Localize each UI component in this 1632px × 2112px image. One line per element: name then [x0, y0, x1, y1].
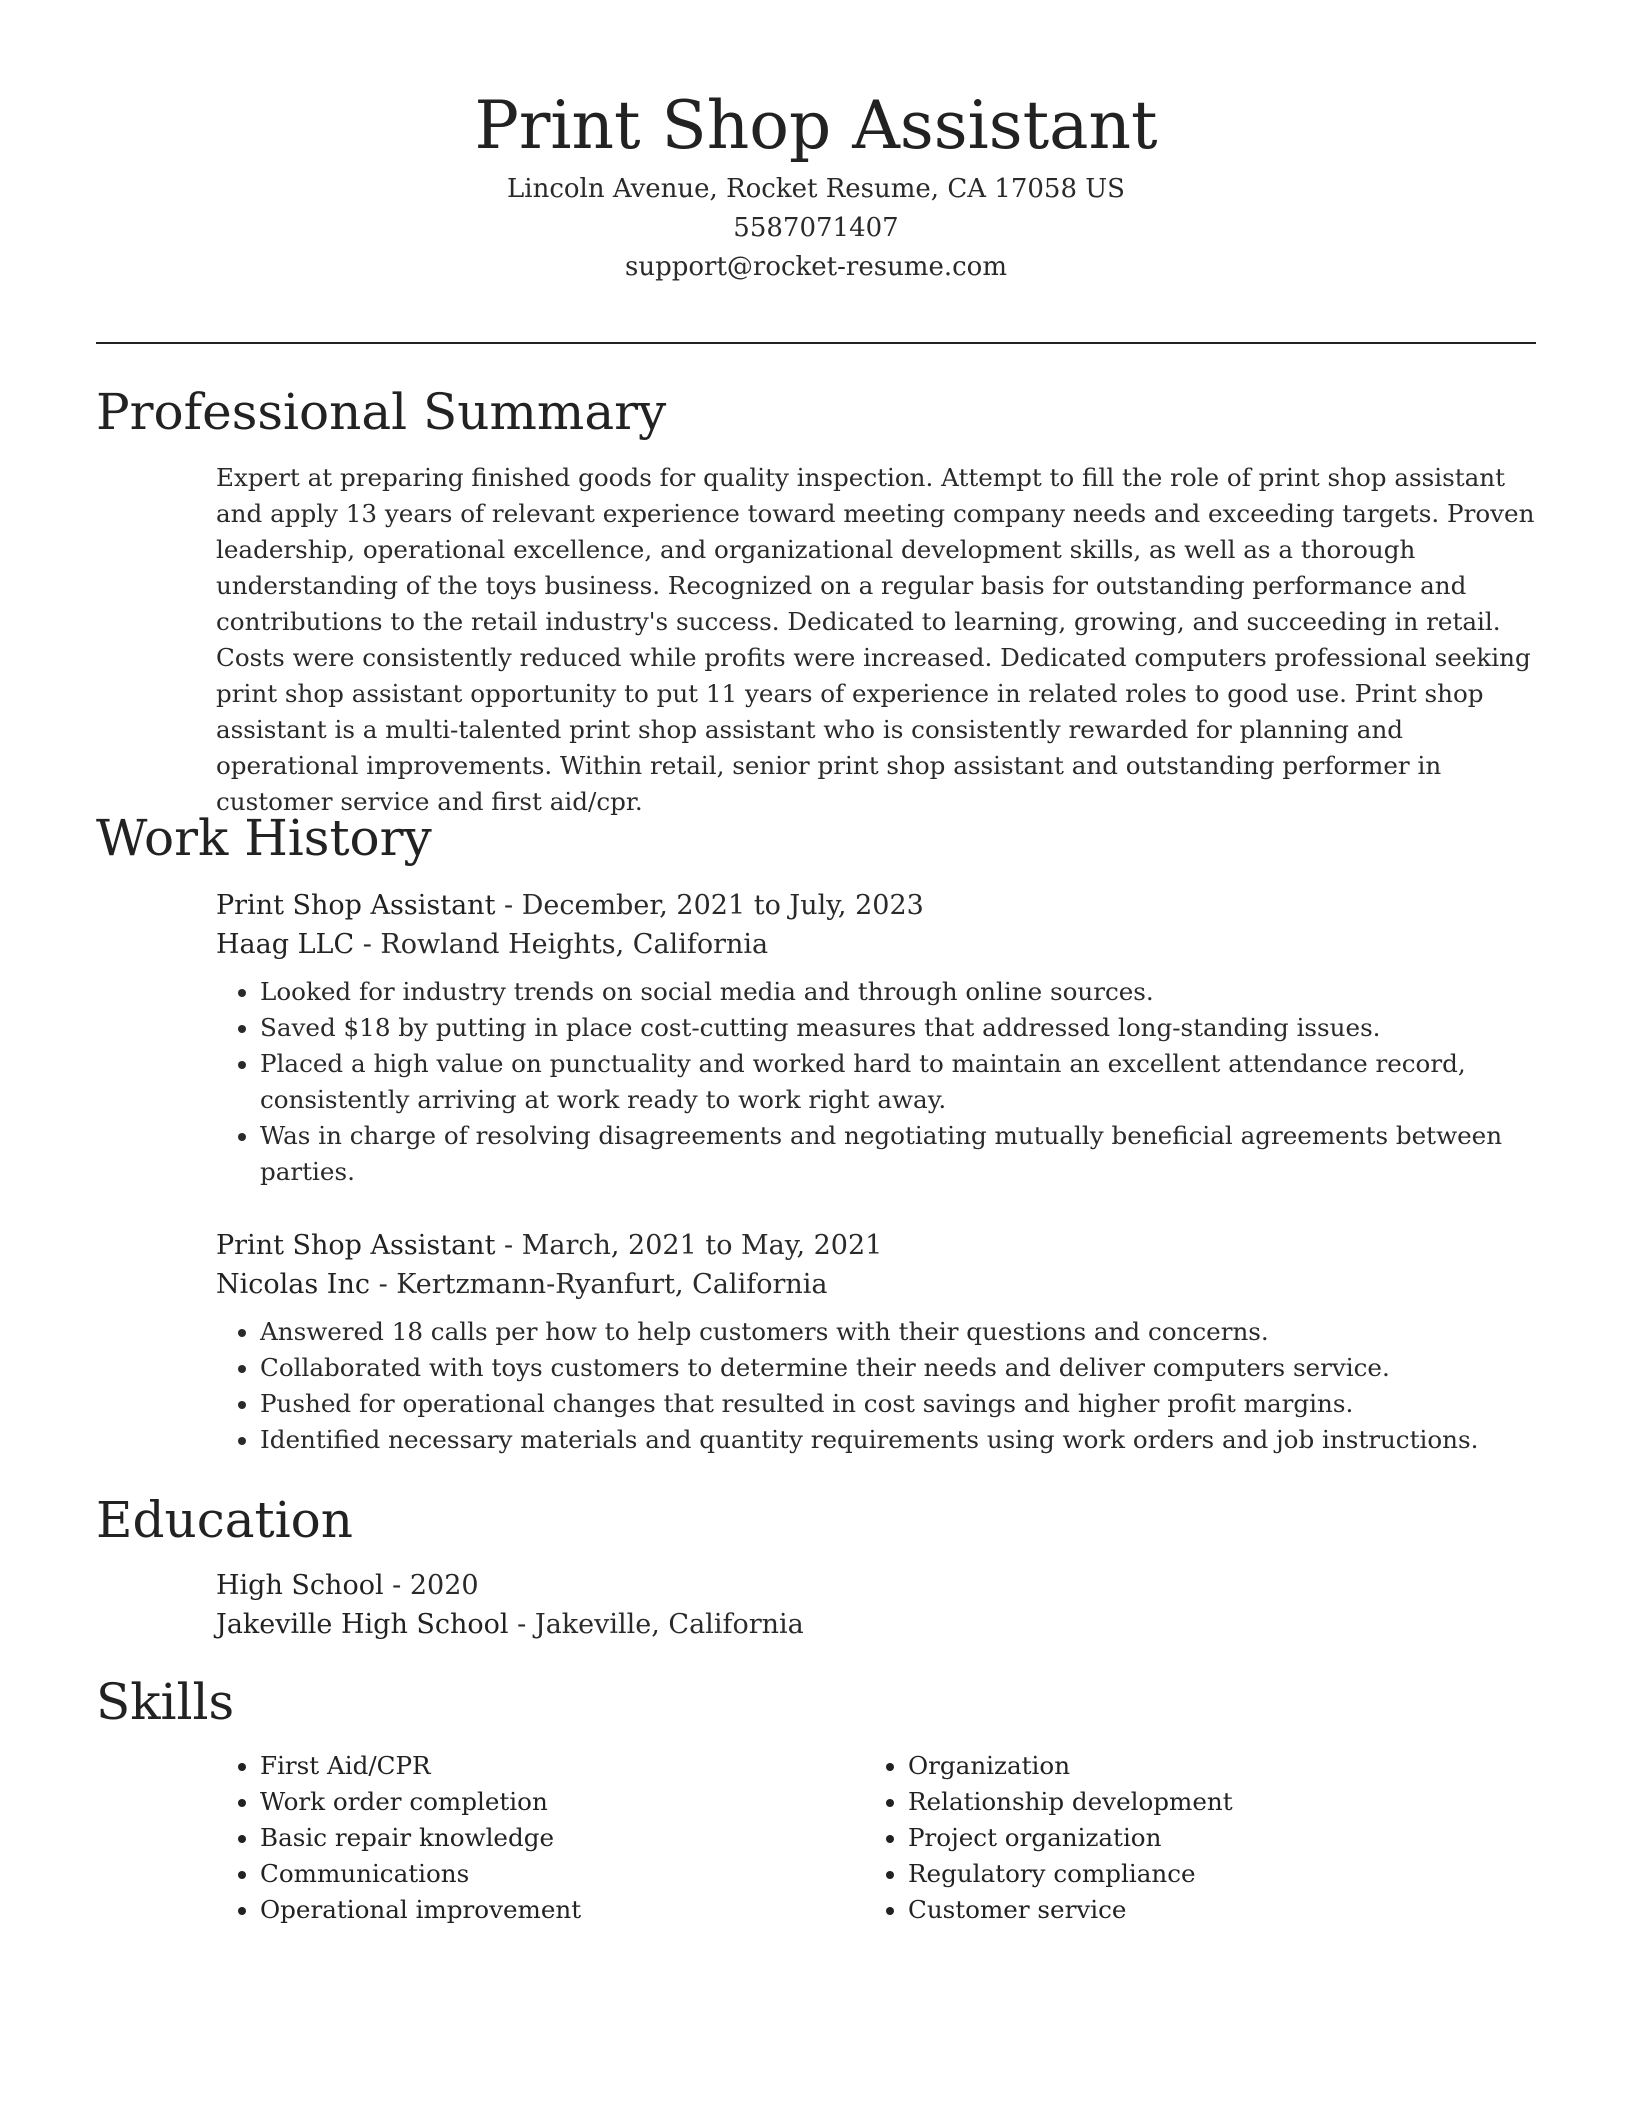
- job-title-line: [216, 1226, 1538, 1265]
- job-location: - Rowland Heights, California: [354, 929, 769, 960]
- contact-email: support@rocket-resume.com: [624, 252, 1007, 282]
- job-bullet: • Identified necessary materials and quantity requirements using work orders and job instructions.: [260, 1422, 1538, 1458]
- skills-column-left: [216, 1748, 864, 1928]
- education-year: - 2020: [383, 1570, 479, 1601]
- job-entry: [216, 886, 1538, 1190]
- education-degree-line: [216, 1566, 1538, 1605]
- job-company: Nicolas Inc: [216, 1269, 370, 1300]
- contact-block: [0, 170, 1632, 287]
- summary-text: Expert at preparing finished goods for quality inspection. Attempt to fill the role of print shop assistant and apply 13 years of relevant experience toward meeting company needs and exceeding targets. Proven leadership, operational excellence, and organizational development skills, as well as a thorough understanding of the toys business. Recognized on a regular basis for outstanding performance and contributions to the retail industry's success. Dedicated to learning, growing, and succeeding in retail. Costs were consistently reduced while profits were increased. Dedicated computers professional seeking print shop assistant opportunity to put 11 years of experience in related roles to good use. Print shop assistant is a multi-talented print shop assistant who is consistently rewarded for planning and operational improvements. Within retail, senior print shop assistant and outstanding performer in customer service and first aid/cpr.: [216, 463, 1535, 816]
- skill-item: • Basic repair knowledge: [260, 1820, 864, 1856]
- header-divider: [96, 342, 1536, 344]
- job-dates: - March, 2021 to May, 2021: [495, 1230, 883, 1261]
- skills-column-right: [864, 1748, 1512, 1928]
- summary-heading: Professional Summary: [96, 383, 667, 441]
- summary-section: [216, 460, 1538, 820]
- skills-grid: [216, 1748, 1538, 1928]
- work-history-heading: Work History: [96, 809, 432, 867]
- job-company-line: [216, 925, 1538, 964]
- education-heading: Education: [96, 1491, 353, 1549]
- job-bullet: • Collaborated with toys customers to determine their needs and deliver computers service.: [260, 1350, 1538, 1386]
- education-degree: High School: [216, 1570, 384, 1601]
- skill-item: • Work order completion: [260, 1784, 864, 1820]
- job-bullet: • Was in charge of resolving disagreements and negotiating mutually beneficial agreements between parties.: [260, 1118, 1538, 1190]
- education-school: Jakeville High School: [216, 1609, 509, 1640]
- job-title-line: [216, 886, 1538, 925]
- skill-item: • Relationship development: [908, 1784, 1512, 1820]
- education-entry: [216, 1566, 1538, 1644]
- skill-item: • Operational improvement: [260, 1892, 864, 1928]
- skill-item: • Customer service: [908, 1892, 1512, 1928]
- skill-item: • Project organization: [908, 1820, 1512, 1856]
- job-role: Print Shop Assistant: [216, 1230, 496, 1261]
- skills-list: [864, 1748, 1512, 1928]
- job-dates: - December, 2021 to July, 2023: [495, 890, 924, 921]
- resume-header: [0, 82, 1632, 287]
- candidate-name: Print Shop Assistant: [474, 87, 1158, 164]
- contact-address: Lincoln Avenue, Rocket Resume, CA 17058 US: [507, 174, 1125, 204]
- job-location: - Kertzmann-Ryanfurt, California: [369, 1269, 828, 1300]
- job-bullet: • Looked for industry trends on social media and through online sources.: [260, 974, 1538, 1010]
- skills-heading: Skills: [96, 1673, 235, 1731]
- skill-item: • First Aid/CPR: [260, 1748, 864, 1784]
- job-bullet: • Saved $18 by putting in place cost-cutting measures that addressed long-standing issues.: [260, 1010, 1538, 1046]
- education-location: - Jakeville, California: [508, 1609, 804, 1640]
- skill-item: • Organization: [908, 1748, 1512, 1784]
- job-bullet: • Pushed for operational changes that resulted in cost savings and higher profit margins.: [260, 1386, 1538, 1422]
- job-company: Haag LLC: [216, 929, 355, 960]
- skill-item: • Communications: [260, 1856, 864, 1892]
- contact-phone: 5587071407: [733, 213, 899, 243]
- job-company-line: [216, 1265, 1538, 1304]
- skills-list: [216, 1748, 864, 1928]
- job-bullet: • Answered 18 calls per how to help customers with their questions and concerns.: [260, 1314, 1538, 1350]
- job-role: Print Shop Assistant: [216, 890, 496, 921]
- job-bullet: • Placed a high value on punctuality and worked hard to maintain an excellent attendance record, consistently arriving at work ready to work right away.: [260, 1046, 1538, 1118]
- job-entry: [216, 1226, 1538, 1458]
- education-school-line: [216, 1605, 1538, 1644]
- job-bullets: [216, 1314, 1538, 1458]
- skill-item: • Regulatory compliance: [908, 1856, 1512, 1892]
- job-bullets: [216, 974, 1538, 1190]
